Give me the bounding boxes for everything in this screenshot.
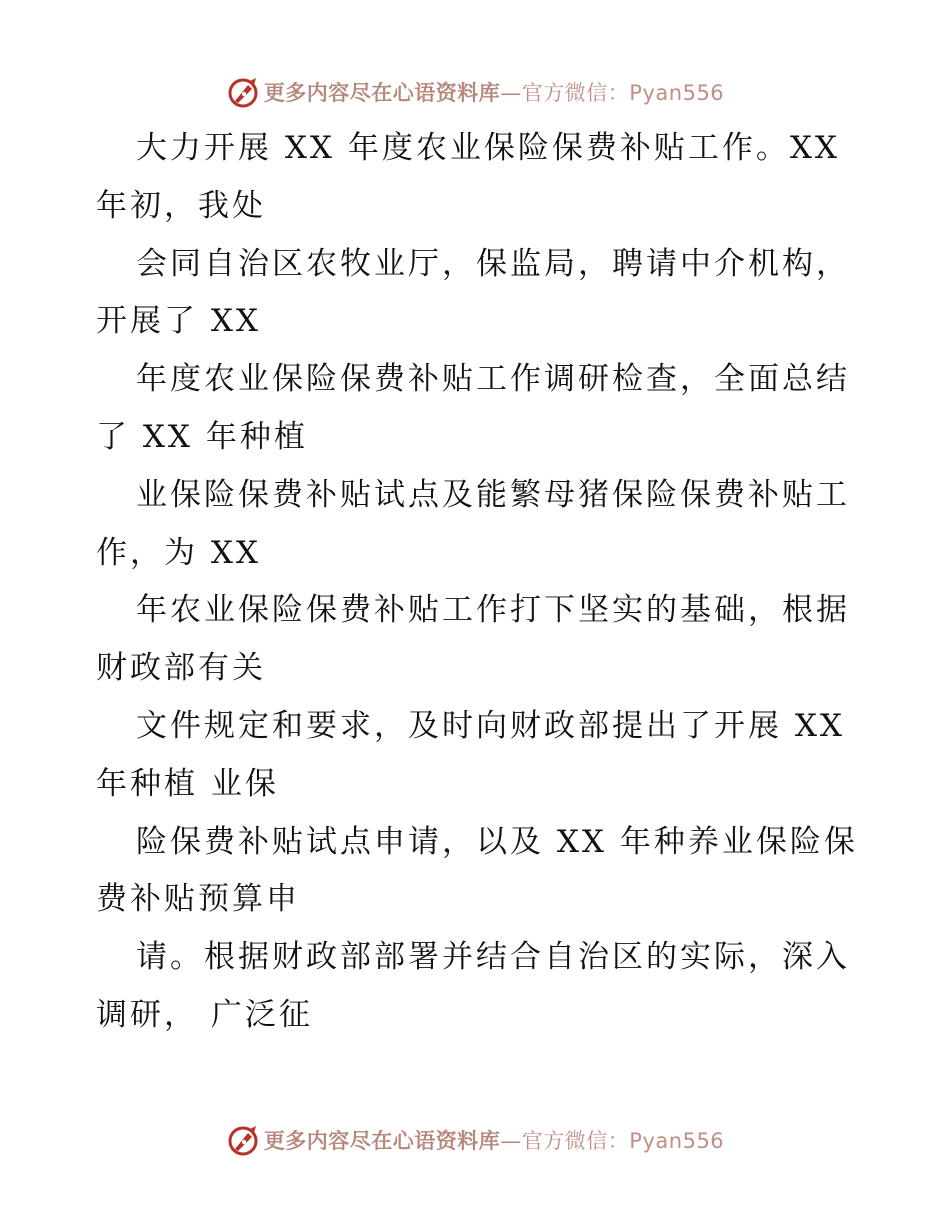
footer-banner [0,1120,950,1160]
pen-nib-logo-icon [226,75,260,109]
body-line: 年农业保险保费补贴工作打下坚实的基础，根据 [136,592,850,629]
body-line: 年度农业保险保费补贴工作调研检查，全面总结 [136,361,850,398]
document-body [96,120,876,1045]
footer-dash: — [500,1129,522,1153]
body-line: 业保险保费补贴试点及能繁母猪保险保费补贴工 [136,476,850,513]
body-line: 了 XX 年种植 [96,418,308,455]
header-brand-text: 更多内容尽在心语资料库 [263,81,501,105]
body-line: 费补贴预算申 [96,881,300,918]
footer-wechat-text: 官方微信：Pyan556 [521,1129,725,1153]
body-line: 险保费补贴试点申请，以及 XX 年种养业保险保 [136,823,858,860]
header-banner [0,72,950,112]
footer-banner-text [264,1125,724,1155]
footer-brand-text: 更多内容尽在心语资料库 [263,1129,501,1153]
body-line: 调研， 广泛征 [96,996,313,1033]
header-banner-text [264,77,724,107]
header-wechat-text: 官方微信：Pyan556 [521,81,725,105]
body-line: 大力开展 XX 年度农业保险保费补贴工作。XX [136,130,840,166]
body-line: 年种植 业保 [96,765,279,802]
body-line: 请。根据财政部部署并结合自治区的实际，深入 [136,939,850,976]
body-line: 开展了 XX [96,303,261,340]
pen-nib-logo-icon [226,1123,260,1157]
body-line: 文件规定和要求，及时向财政部提出了开展 XX [136,707,845,744]
header-dash: — [500,81,522,105]
body-line: 作，为 XX [96,534,261,571]
body-line: 财政部有关 [96,650,266,687]
body-line: 年初，我处 [96,187,266,224]
body-line: 会同自治区农牧业厅，保监局，聘请中介机构， [136,245,850,282]
